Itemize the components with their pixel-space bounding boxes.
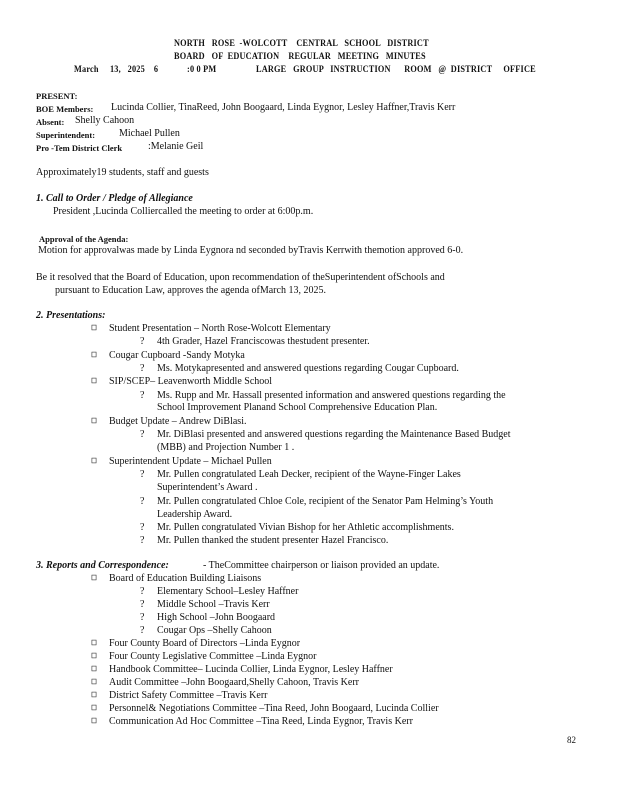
bullet-icon: [92, 352, 97, 357]
meeting-time: :0 0 PM: [187, 64, 217, 74]
page-number: 82: [567, 735, 576, 745]
bullet-icon: [92, 575, 97, 580]
meeting-date: March 13, 2025 6: [74, 64, 159, 74]
committee-item: Audit Committee –John Boogaard,Shelly Cahoon, Travis Kerr: [109, 677, 359, 688]
sub-marker: ?: [140, 336, 145, 347]
committee-item: Handbook Committee– Lucinda Collier, Linda Eygnor, Lesley Haffner: [109, 664, 393, 675]
bullet-icon: [92, 666, 97, 671]
presentation-subitem-cont: Superintendent’s Award .: [157, 482, 258, 493]
presentation-subitem: 4th Grader, Hazel Franciscowas thestudent presenter.: [157, 336, 370, 347]
bullet-icon: [92, 718, 97, 723]
presentation-subitem: Mr. Pullen congratulated Vivian Bishop for her Athletic accomplishments.: [157, 522, 454, 533]
report-item: [90, 703, 98, 715]
committee-item: District Safety Committee –Travis Kerr: [109, 690, 268, 701]
bullet-icon: [92, 418, 97, 423]
section-reports-title: 3. Reports and Correspondence:: [36, 560, 169, 571]
sub-marker: ?: [140, 522, 145, 533]
liaisons-title: Board of Education Building Liaisons: [109, 573, 262, 584]
call-to-order-text: President ,Lucinda Colliercalled the meeting to order at 6:00p.m.: [53, 206, 314, 217]
reports-intro: - TheCommittee chairperson or liaison provided an update.: [203, 560, 440, 571]
presentation-item-text: Cougar Cupboard -Sandy Motyka: [109, 350, 245, 361]
meeting-location: LARGE GROUP INSTRUCTION ROOM @ DISTRICT OFFICE: [256, 64, 536, 74]
absent-label: Absent:: [36, 117, 65, 127]
sub-marker: ?: [140, 469, 145, 480]
sub-marker: ?: [140, 390, 145, 401]
bullet-icon: [92, 653, 97, 658]
presentation-item: [90, 376, 98, 388]
report-item: [90, 664, 98, 676]
agenda-title: Approval of the Agenda:: [39, 234, 129, 244]
presentation-item-text: Student Presentation – North Rose-Wolcott Elementary: [109, 323, 331, 334]
liaison-item: Cougar Ops –Shelly Cahoon: [157, 625, 272, 636]
bullet-icon: [92, 679, 97, 684]
presentation-subitem: Mr. DiBlasi presented and answered questions regarding the Maintenance Based Budget: [157, 429, 511, 440]
sub-marker: ?: [140, 363, 145, 374]
report-item: [90, 716, 98, 728]
committee-item: Four County Board of Directors –Linda Eygnor: [109, 638, 301, 649]
committee-item: Four County Legislative Committee –Linda Eygnor: [109, 651, 317, 662]
presentation-item: [90, 323, 98, 335]
presentation-subitem-cont: (MBB) and Projection Number 1 .: [157, 442, 295, 453]
sub-marker: ?: [140, 429, 145, 440]
members-label: BOE Members:: [36, 104, 94, 114]
present-label: PRESENT:: [36, 91, 78, 101]
presentation-subitem: Ms. Rupp and Mr. Hassall presented information and answered questions regarding the: [157, 390, 506, 401]
presentation-subitem: Ms. Motykapresented and answered questions regarding Cougar Cupboard.: [157, 363, 459, 374]
sub-marker: ?: [140, 586, 145, 597]
members-list: Lucinda Collier, TinaReed, John Boogaard, Linda Eygnor, Lesley Haffner,Travis Kerr: [111, 102, 456, 113]
presentation-item: [90, 456, 98, 468]
presentation-subitem-cont: Leadership Award.: [157, 509, 233, 520]
presentation-subitem-cont: School Improvement Planand School Comprehensive Education Plan.: [157, 402, 438, 413]
bullet-icon: [92, 458, 97, 463]
sub-marker: ?: [140, 535, 145, 546]
presentation-subitem: Mr. Pullen congratulated Chloe Cole, recipient of the Senator Pam Helming’s Youth: [157, 496, 494, 507]
report-item: [90, 638, 98, 650]
agenda-resolution-line1: Be it resolved that the Board of Education, upon recommendation of theSuperintendent ofSchools and: [36, 272, 445, 283]
sub-marker: ?: [140, 599, 145, 610]
bullet-icon: [92, 705, 97, 710]
section-presentations-title: 2. Presentations:: [36, 310, 106, 321]
superintendent-name: Michael Pullen: [119, 128, 180, 139]
clerk-name: :Melanie Geil: [148, 141, 204, 152]
report-item: [90, 677, 98, 689]
absent-list: Shelly Cahoon: [75, 115, 135, 126]
report-item: [90, 690, 98, 702]
superintendent-label: Superintendent:: [36, 130, 96, 140]
bullet-icon: [92, 325, 97, 330]
presentation-item-text: SIP/SCEP– Leavenworth Middle School: [109, 376, 273, 387]
presentation-item: [90, 350, 98, 362]
agenda-motion: Motion for approvalwas made by Linda Eygnora nd seconded byTravis Kerrwith themotion approved 6-0.: [38, 245, 464, 256]
sub-marker: ?: [140, 496, 145, 507]
section-call-to-order-title: 1. Call to Order / Pledge of Allegiance: [36, 193, 193, 204]
liaison-item: High School –John Boogaard: [157, 612, 276, 623]
presentation-item: [90, 416, 98, 428]
presentation-subitem: Mr. Pullen congratulated Leah Decker, recipient of the Wayne-Finger Lakes: [157, 469, 461, 480]
meeting-title: BOARD OF EDUCATION REGULAR MEETING MINUTES: [174, 51, 426, 61]
district-title: NORTH ROSE -WOLCOTT CENTRAL SCHOOL DISTRICT: [174, 38, 429, 48]
bullet-icon: [92, 692, 97, 697]
sub-marker: ?: [140, 612, 145, 623]
bullet-icon: [92, 378, 97, 383]
clerk-label: Pro -Tem District Clerk: [36, 143, 123, 153]
presentation-item-text: Superintendent Update – Michael Pullen: [109, 456, 272, 467]
presentation-item-text: Budget Update – Andrew DiBlasi.: [109, 416, 247, 427]
liaison-item: Middle School –Travis Kerr: [157, 599, 270, 610]
liaison-item: Elementary School–Lesley Haffner: [157, 586, 299, 597]
committee-item: Communication Ad Hoc Committee –Tina Reed, Linda Eygnor, Travis Kerr: [109, 716, 413, 727]
bullet-icon: [92, 640, 97, 645]
committee-item: Personnel& Negotiations Committee –Tina Reed, John Boogaard, Lucinda Collier: [109, 703, 439, 714]
guests-count: Approximately19 students, staff and guests: [36, 167, 209, 178]
presentation-subitem: Mr. Pullen thanked the student presenter Hazel Francisco.: [157, 535, 389, 546]
report-item: [90, 573, 98, 585]
sub-marker: ?: [140, 625, 145, 636]
agenda-resolution-line2: pursuant to Education Law, approves the agenda ofMarch 13, 2025.: [55, 285, 326, 296]
report-item: [90, 651, 98, 663]
